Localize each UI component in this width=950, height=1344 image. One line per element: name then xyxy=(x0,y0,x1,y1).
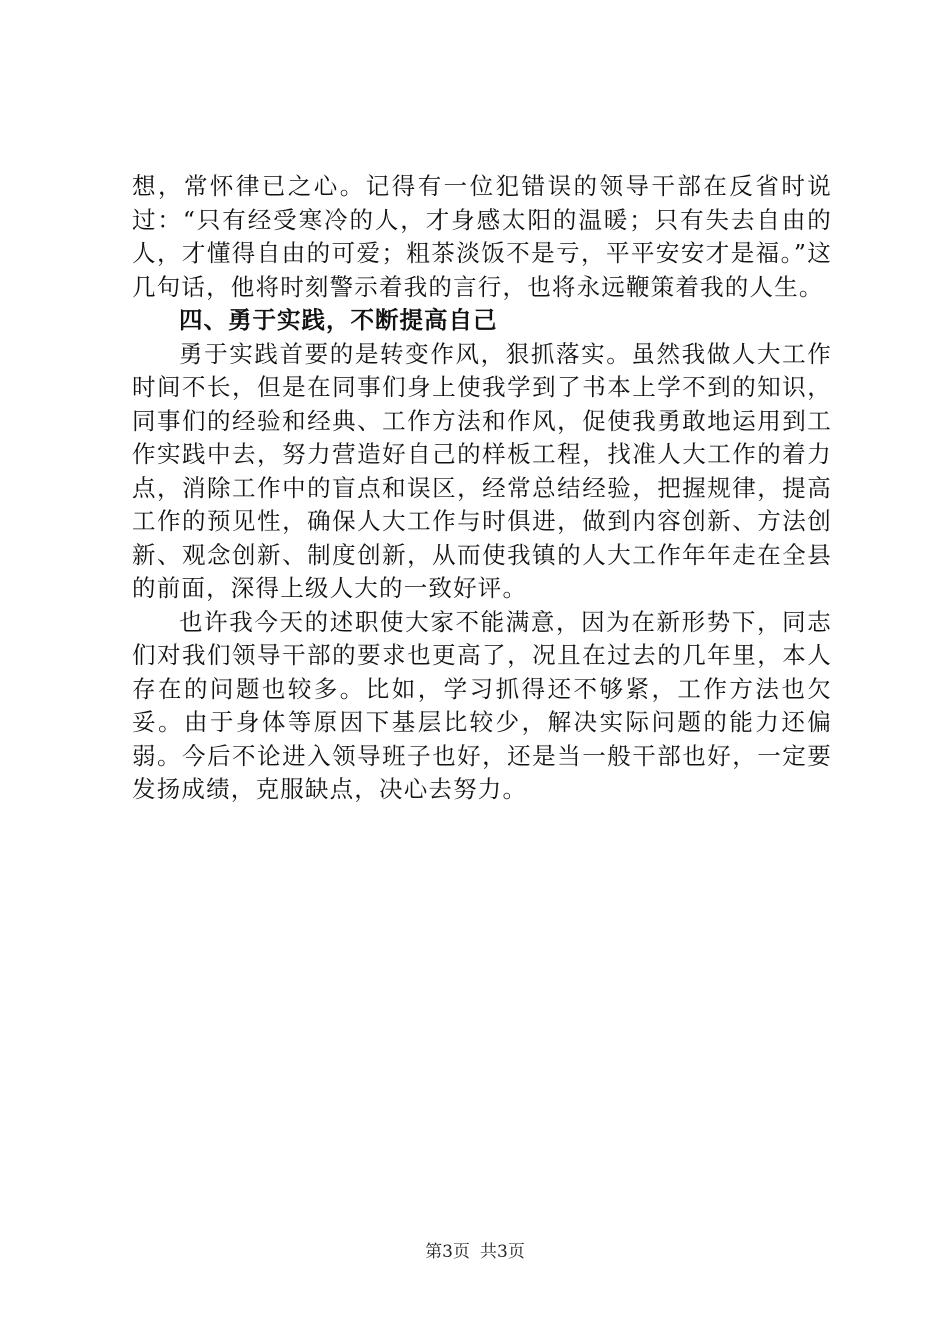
page-number: 第3页 xyxy=(425,1242,470,1262)
page-total: 共3页 xyxy=(480,1242,525,1262)
section-heading: 四、勇于实践，不断提高自己 xyxy=(179,306,498,334)
document-body xyxy=(132,170,832,807)
page-footer xyxy=(0,1240,950,1264)
paragraph-closing: 也许我今天的述职使大家不能满意，因为在新形势下，同志们对我们领导干部的要求也更高了，况且在过去的几年里，本人存在的问题也较多。比如，学习抓得还不够紧，工作方法也欠妥。由于身体等原因下基层比较少，解决实际问题的能力还偏弱。今后不论进入领导班子也好，还是当一般干部也好，一定要发扬成绩，克服缺点，决心去努力。 xyxy=(132,607,832,803)
paragraph-continuation: 想，常怀律已之心。记得有一位犯错误的领导干部在反省时说过：“只有经受寒冷的人，才身感太阳的温暖；只有失去自由的人，才懂得自由的可爱；粗茶淡饭不是亏，平平安安才是福。”这几句话，他将时刻警示着我的言行，也将永远鞭策着我的人生。 xyxy=(132,172,832,301)
paragraph-practice: 勇于实践首要的是转变作风，狠抓落实。虽然我做人大工作时间不长，但是在同事们身上使我学到了书本上学不到的知识，同事们的经验和经典、工作方法和作风，促使我勇敢地运用到工作实践中去，努力营造好自己的样板工程，找准人大工作的着力点，消除工作中的盲点和误区，经常总结经验，把握规律，提高工作的预见性，确保人大工作与时俱进，做到内容创新、方法创新、观念创新、制度创新，从而使我镇的人大工作年年走在全县的前面，深得上级人大的一致好评。 xyxy=(132,339,832,602)
